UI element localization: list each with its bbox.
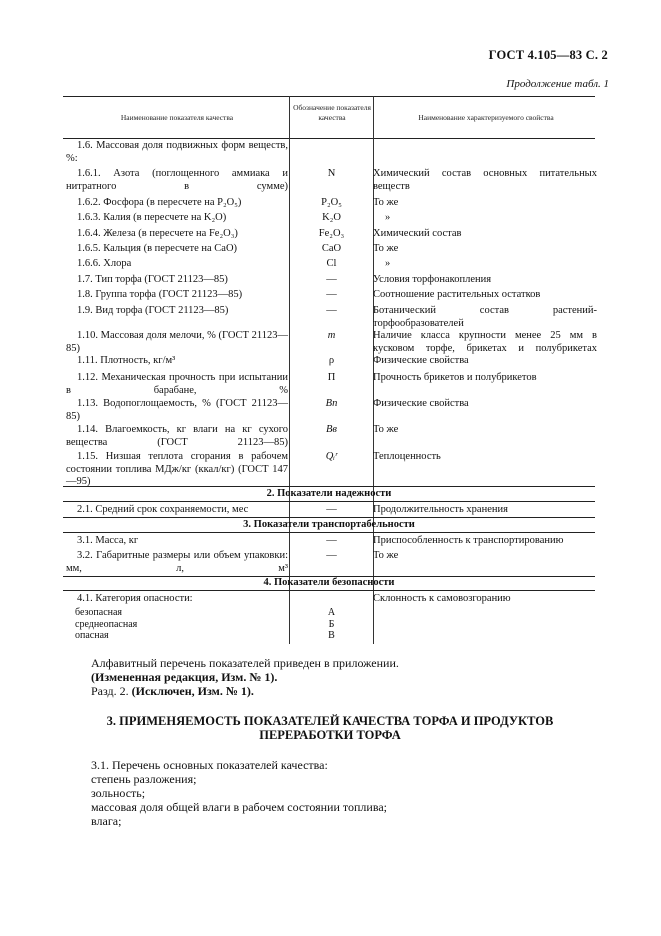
document-reference: ГОСТ 4.105—83 С. 2: [488, 48, 608, 62]
row-designation: —: [326, 550, 337, 561]
paragraph: 3.1. Перечень основных показателей качества:: [91, 758, 328, 772]
row-name: 1.9. Вид торфа (ГОСТ 21123—85): [77, 305, 229, 316]
row-designation: —: [326, 504, 337, 515]
row-name: 1.6.2. Фосфора (в пересчете на P₂O₅): [77, 197, 242, 208]
section-rule: [63, 501, 595, 502]
row-designation: Cl: [326, 258, 337, 269]
row-property: Прочность брикетов и полубрикетов: [373, 372, 537, 383]
row-name: 1.12. Механическая прочность при испытании в барабане, %: [66, 372, 288, 396]
row-name: 1.14. Влагоемкость, кг влаги на кг сухого вещества (ГОСТ 21123—85): [66, 424, 288, 448]
row-designation: —: [326, 289, 337, 300]
row-designation: В: [328, 630, 335, 641]
row-designation: П: [327, 372, 336, 383]
row-name: 1.8. Группа торфа (ГОСТ 21123—85): [77, 289, 243, 300]
row-designation: ρ: [328, 355, 335, 366]
note-excluded-text: (Исключен, Изм. № 1).: [131, 684, 254, 698]
row-property: Соотношение растительных остатков: [373, 289, 541, 300]
section-rule: [63, 517, 595, 518]
row-name: 4.1. Категория опасности:: [77, 593, 193, 604]
note-section-label: Разд. 2.: [91, 684, 129, 698]
row-name: безопасная: [75, 607, 123, 618]
row-designation: Б: [328, 619, 335, 630]
row-designation: —: [326, 305, 337, 316]
row-designation: N: [327, 168, 336, 179]
row-property: Наличие класса крупности менее 25 мм в кусковом торфе, брикетах и полубрикетах: [373, 330, 597, 354]
row-name: 1.10. Массовая доля мелочи, % (ГОСТ 21123—85): [66, 330, 288, 354]
row-property: Химический состав: [373, 228, 462, 239]
row-property: Продолжительность хранения: [373, 504, 508, 515]
row-designation: CaO: [321, 243, 342, 254]
note-amendment: (Измененная редакция, Изм. № 1).: [91, 670, 278, 684]
table-top-rule: [63, 96, 595, 97]
row-property: То же: [373, 550, 399, 561]
row-property: Условия торфонакопления: [373, 274, 492, 285]
row-name: 1.6.4. Железа (в пересчете на Fe₂O₃): [77, 228, 238, 239]
row-property: То же: [373, 197, 399, 208]
table-continuation-label: Продолжение табл. 1: [506, 78, 609, 90]
row-property: Химический состав основных питательных веществ: [373, 168, 597, 192]
paragraph: массовая доля общей влаги в рабочем состоянии топлива;: [91, 800, 387, 814]
section-title-line-2: ПЕРЕРАБОТКИ ТОРФА: [259, 728, 401, 742]
note-appendix: Алфавитный перечень показателей приведен в приложении.: [91, 656, 399, 670]
table-header-rule: [63, 138, 595, 139]
section-heading: 4. Показатели безопасности: [263, 577, 395, 588]
row-name: 2.1. Средний срок сохраняемости, мес: [77, 504, 249, 515]
row-name: 1.6.6. Хлора: [77, 258, 132, 269]
row-designation: Bп: [325, 398, 338, 409]
row-property: Физические свойства: [373, 398, 469, 409]
column-header-name: Наименование показателя качества: [120, 113, 234, 122]
column-header-designation: Обозначение показателя качества: [293, 103, 371, 122]
section-title-line-1: 3. ПРИМЕНЯЕМОСТЬ ПОКАЗАТЕЛЕЙ КАЧЕСТВА ТОРФА И ПРОДУКТОВ: [106, 714, 554, 728]
row-designation: P₂O₅: [321, 197, 342, 208]
paragraph: степень разложения;: [91, 772, 197, 786]
row-property: »: [385, 258, 391, 269]
section-rule: [63, 532, 595, 533]
row-designation: Bв: [326, 424, 337, 435]
column-divider-left: [289, 96, 290, 644]
row-name: 1.6.3. Калия (в пересчете на K₂O): [77, 212, 227, 223]
section-rule: [63, 486, 595, 487]
row-name: опасная: [75, 630, 109, 641]
row-name: среднеопасная: [75, 619, 138, 630]
row-name: 1.15. Низшая теплота сгорания в рабочем состоянии топлива МДж/кг (ккал/кг) (ГОСТ 147—95): [66, 451, 288, 487]
row-name: 1.6. Массовая доля подвижных форм веществ, %:: [66, 140, 288, 164]
section-rule: [63, 590, 595, 591]
row-designation: Qᵢʳ: [325, 451, 338, 462]
row-property: То же: [373, 243, 399, 254]
row-property: Ботанический состав растений-торфообразователей: [373, 305, 597, 329]
row-property: Физические свойства: [373, 355, 469, 366]
row-designation: —: [326, 274, 337, 285]
row-name: 1.6.1. Азота (поглощенного аммиака и нитратного в сумме): [66, 168, 288, 192]
row-designation: А: [327, 607, 336, 618]
row-designation: Fe₂O₃: [318, 228, 345, 239]
row-designation: K₂O: [322, 212, 341, 223]
row-property: То же: [373, 424, 399, 435]
row-name: 1.6.5. Кальция (в пересчете на CaO): [77, 243, 238, 254]
row-property: Склонность к самовозгоранию: [373, 593, 511, 604]
section-heading: 2. Показатели надежности: [266, 488, 392, 499]
row-name: 3.1. Масса, кг: [77, 535, 139, 546]
row-name: 1.13. Водопоглощаемость, % (ГОСТ 21123—85): [66, 398, 288, 422]
row-property: Приспособленность к транспортированию: [373, 535, 564, 546]
row-designation: m: [327, 330, 336, 341]
row-property: Теплоценность: [373, 451, 441, 462]
row-name: 1.11. Плотность, кг/м³: [77, 355, 176, 366]
row-designation: —: [326, 535, 337, 546]
note-section-excluded: [91, 684, 254, 698]
paragraph: зольность;: [91, 786, 146, 800]
row-name: 3.2. Габаритные размеры или объем упаковки: мм, л, м³: [66, 550, 288, 574]
section-heading: 3. Показатели транспортабельности: [243, 519, 415, 530]
column-header-property: Наименование характеризуемого свойства: [418, 113, 554, 122]
paragraph: влага;: [91, 814, 122, 828]
row-name: 1.7. Тип торфа (ГОСТ 21123—85): [77, 274, 228, 285]
row-property: »: [385, 212, 391, 223]
